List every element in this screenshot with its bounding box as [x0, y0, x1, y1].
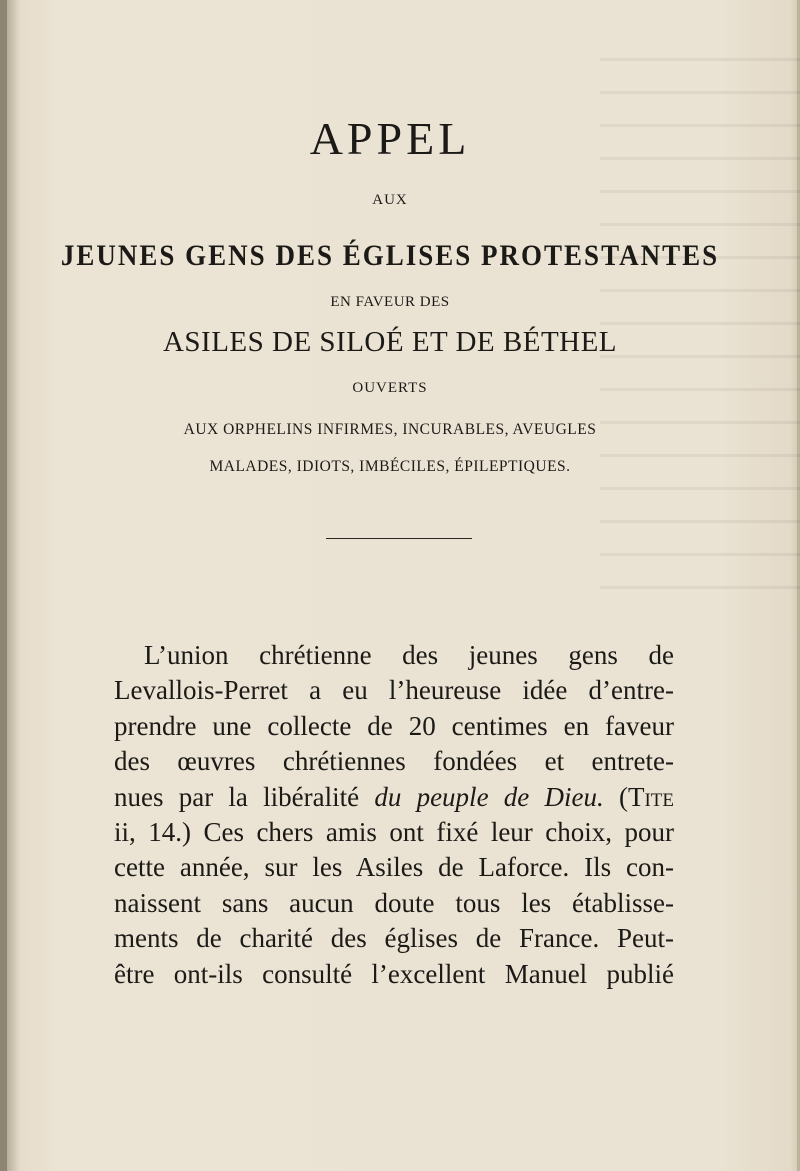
heading-malades: MALADES, IDIOTS, IMBÉCILES, ÉPILEPTIQUES.	[209, 458, 571, 475]
page-spine-edge	[0, 0, 7, 1171]
italic-phrase: du peuple de Dieu.	[374, 781, 604, 812]
scripture-reference: (Tite	[618, 781, 674, 812]
heading-aux: AUX	[372, 192, 408, 208]
body-paragraph	[114, 638, 674, 992]
heading-en-faveur: EN FAVEUR DES	[330, 294, 450, 310]
body-line: Levallois-Perret a eu l’heureuse idée d’entre-	[114, 675, 674, 706]
body-line-text: nues par la libéralité	[114, 781, 360, 812]
heading-asiles: ASILES DE SILOÉ ET DE BÉTHEL	[162, 326, 618, 358]
body-line	[114, 780, 674, 815]
body-line: prendre une collecte de 20 centimes en faveur	[114, 710, 674, 741]
heading-ouverts: OUVERTS	[352, 380, 428, 396]
body-line: cette année, sur les Asiles de Laforce. Ils con-	[114, 852, 674, 883]
heading-orphelins: AUX ORPHELINS INFIRMES, INCURABLES, AVEUGLES	[183, 421, 597, 438]
body-line: L’union chrétienne des jeunes gens de	[144, 640, 674, 670]
section-divider	[326, 538, 472, 539]
heading-jeunes-gens: JEUNES GENS DES ÉGLISES PROTESTANTES	[60, 238, 720, 272]
body-line: ii, 14.) Ces chers amis ont fixé leur choix, pour	[114, 817, 674, 848]
spine-shadow	[7, 0, 21, 1171]
page-title: APPEL	[309, 113, 471, 164]
body-line: ments de charité des églises de France. Peut-	[114, 923, 674, 954]
body-line: des œuvres chrétiennes fondées et entrete-	[114, 746, 674, 777]
body-line: être ont-ils consulté l’excellent Manuel publié	[114, 958, 674, 989]
body-line: naissent sans aucun doute tous les établisse-	[114, 887, 674, 918]
